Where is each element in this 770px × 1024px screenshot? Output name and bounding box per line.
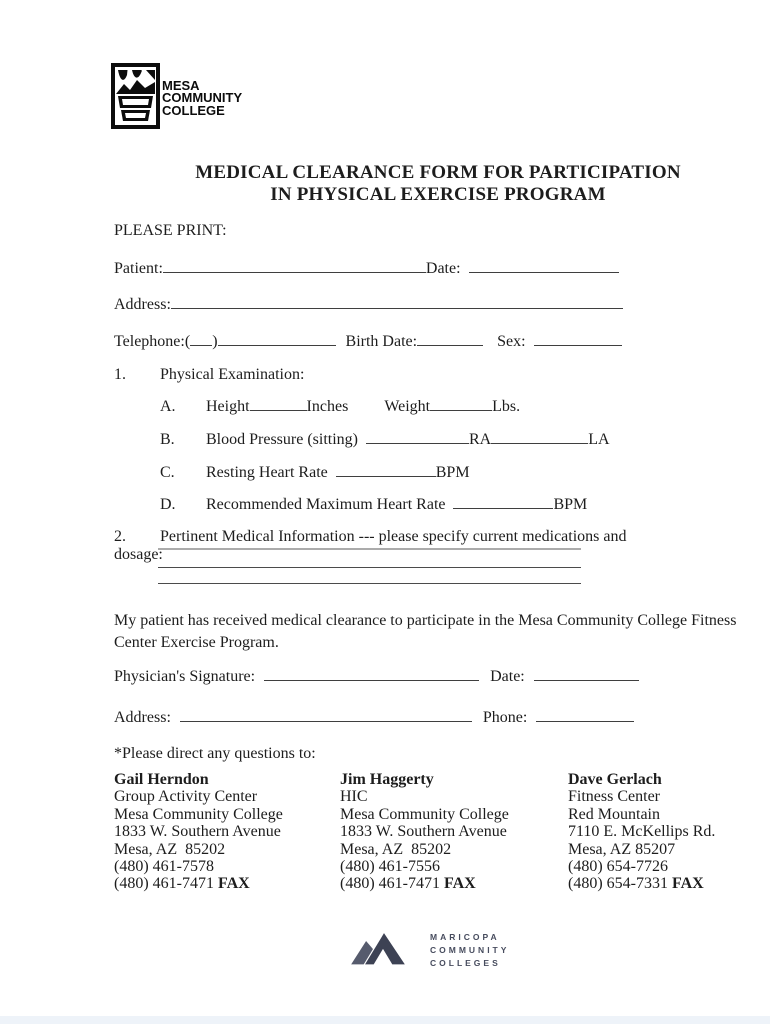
form-title	[107, 162, 769, 206]
contact-fax-number: (480) 654-7331	[568, 875, 668, 893]
physician-address-label: Address:	[114, 709, 171, 727]
contact-line: Fitness Center	[568, 788, 660, 806]
sex-field[interactable]	[534, 331, 622, 346]
contact-name: Dave Gerlach	[568, 771, 662, 788]
ra-label: RA	[469, 431, 492, 449]
mcc-logo-line1: MESA	[162, 78, 200, 93]
section1-number: 1.	[114, 366, 126, 383]
resting-heart-rate-label: Resting Heart Rate	[206, 464, 328, 482]
contact-name: Gail Herndon	[114, 771, 209, 788]
contact-line: 1833 W. Southern Avenue	[340, 823, 507, 841]
maricopa-logo-text	[430, 931, 509, 969]
sex-label: Sex:	[497, 333, 526, 351]
medication-line-1[interactable]	[158, 548, 581, 550]
form-title-line2: IN PHYSICAL EXERCISE PROGRAM	[270, 184, 606, 205]
please-print-label: PLEASE PRINT:	[114, 222, 227, 239]
address-label: Address:	[114, 296, 171, 314]
contact-phone: (480) 461-7578	[114, 858, 214, 876]
physician-address-row	[114, 707, 634, 727]
area-code-field[interactable]	[190, 331, 212, 346]
contact-line: Mesa Community College	[340, 805, 509, 823]
ra-la-field[interactable]	[491, 429, 588, 444]
lbs-label: Lbs.	[492, 398, 521, 416]
physician-date-field[interactable]	[534, 666, 639, 681]
address-field[interactable]	[171, 294, 623, 309]
telephone-row	[114, 331, 622, 351]
contact-line: HIC	[340, 788, 368, 806]
item-b-letter: B.	[160, 431, 175, 449]
section2-heading-row	[114, 528, 674, 564]
contact-line: Mesa, AZ 85202	[114, 840, 226, 858]
telephone-label: Telephone:(	[114, 333, 191, 351]
item-c-letter: C.	[160, 464, 175, 482]
medication-line-2[interactable]	[158, 567, 581, 568]
item-d-letter: D.	[160, 496, 176, 514]
weight-label: Weight	[384, 398, 431, 416]
contact-gail-herndon	[114, 771, 283, 893]
contact-phone: (480) 654-7726	[568, 858, 668, 876]
height-label: Height	[206, 398, 250, 416]
patient-label: Patient:	[114, 260, 163, 278]
telephone-paren-close: )	[212, 333, 218, 351]
item-b-row	[160, 429, 610, 449]
maricopa-logo-line1: MARICOPA	[430, 932, 500, 942]
la-label: LA	[588, 431, 610, 449]
patient-date-row	[114, 258, 619, 278]
physician-signature-row	[114, 666, 639, 686]
resting-heart-rate-field[interactable]	[336, 462, 436, 477]
contact-fax-number: (480) 461-7471	[340, 875, 440, 893]
weight-field[interactable]	[430, 396, 492, 411]
blood-pressure-field[interactable]	[366, 429, 469, 444]
mcc-logo-line2: COMMUNITY	[162, 90, 243, 106]
physician-date-label: Date:	[490, 668, 525, 686]
contact-jim-haggerty	[340, 771, 509, 893]
date-field[interactable]	[469, 258, 619, 273]
max-bpm-label: BPM	[553, 496, 588, 514]
contact-fax-line	[340, 875, 509, 892]
physician-address-field[interactable]	[180, 707, 472, 722]
page-bottom-edge	[0, 1016, 770, 1024]
address-row	[114, 294, 623, 314]
contact-line: Mesa Community College	[114, 805, 283, 823]
blood-pressure-label: Blood Pressure (sitting)	[206, 431, 358, 449]
section1-heading-row	[114, 366, 304, 384]
contact-line: Group Activity Center	[114, 788, 258, 806]
contact-line: Mesa, AZ 85207	[568, 840, 676, 858]
contact-fax-label: FAX	[217, 875, 250, 893]
contact-line: Red Mountain	[568, 805, 660, 823]
physician-phone-label: Phone:	[482, 709, 528, 727]
patient-name-field[interactable]	[163, 258, 426, 273]
section2-heading: Pertinent Medical Information --- please specify current medications and dosage:	[114, 528, 627, 563]
inches-label: Inches	[306, 398, 349, 416]
contact-fax-number: (480) 461-7471	[114, 875, 214, 893]
section2-number: 2.	[114, 528, 126, 545]
resting-bpm-label: BPM	[435, 464, 470, 482]
maricopa-logo-icon	[349, 928, 407, 966]
maricopa-logo-line2: COMMUNITY	[430, 944, 510, 955]
telephone-number-field[interactable]	[218, 331, 336, 346]
mesa-community-college-logo-text	[162, 80, 242, 117]
birth-date-label: Birth Date:	[345, 333, 418, 351]
contact-phone: (480) 461-7556	[340, 858, 440, 876]
birth-date-field[interactable]	[417, 331, 483, 346]
contact-line: 1833 W. Southern Avenue	[114, 823, 281, 841]
item-a-letter: A.	[160, 398, 176, 416]
contact-fax-line	[568, 875, 715, 892]
mesa-community-college-emblem-icon	[111, 63, 160, 129]
contact-fax-line	[114, 875, 283, 892]
item-a-row	[160, 396, 520, 416]
questions-note: *Please direct any questions to:	[114, 745, 316, 762]
physician-signature-field[interactable]	[264, 666, 479, 681]
contact-line: Mesa, AZ 85202	[340, 840, 452, 858]
maricopa-logo-line3: COLLEGES	[430, 957, 501, 968]
clearance-statement: My patient has received medical clearance to participate in the Mesa Community College Fitness Center Exercise Program.	[114, 612, 737, 651]
physician-phone-field[interactable]	[536, 707, 634, 722]
item-c-row	[160, 462, 470, 482]
item-d-row	[160, 494, 587, 514]
contact-line: 7110 E. McKellips Rd.	[568, 823, 716, 841]
form-title-line1: MEDICAL CLEARANCE FORM FOR PARTICIPATION	[195, 162, 681, 183]
medication-line-3[interactable]	[158, 583, 581, 584]
contact-dave-gerlach	[568, 771, 715, 893]
contact-fax-label: FAX	[443, 875, 476, 893]
mcc-logo-line3: COLLEGE	[162, 102, 225, 118]
max-heart-rate-label: Recommended Maximum Heart Rate	[206, 496, 446, 514]
date-label: Date:	[425, 260, 461, 278]
physician-signature-label: Physician's Signature:	[114, 668, 256, 686]
height-field[interactable]	[250, 396, 307, 411]
section1-heading: Physical Examination:	[160, 366, 305, 383]
max-heart-rate-field[interactable]	[453, 494, 553, 509]
contact-name: Jim Haggerty	[340, 771, 434, 788]
contact-fax-label: FAX	[671, 875, 704, 893]
